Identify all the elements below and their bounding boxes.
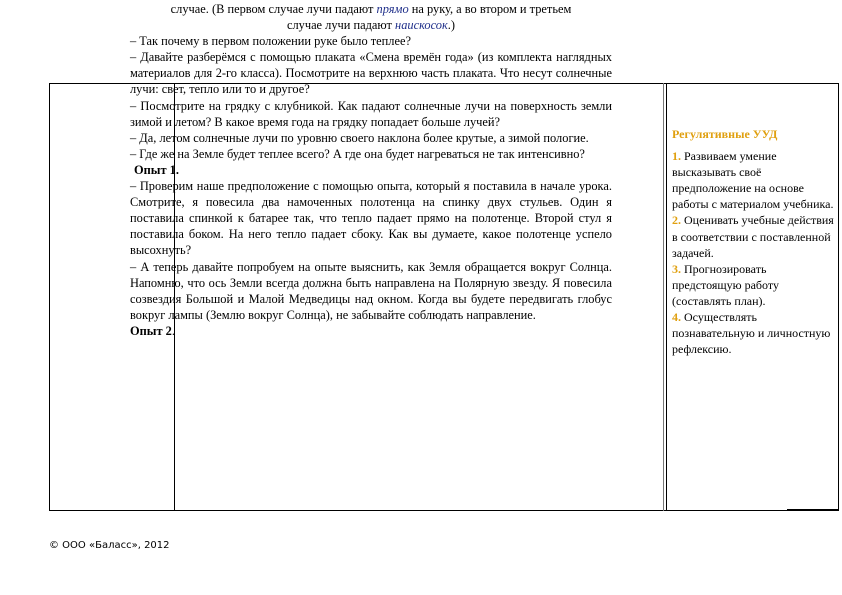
table-right-border bbox=[838, 83, 839, 511]
uud-item-text: Прогнозировать предстоящую работу (составлять план). bbox=[672, 261, 779, 308]
table-left-border bbox=[49, 83, 50, 511]
column-divider-2 bbox=[663, 83, 664, 511]
paragraph-earth-orbit: – А теперь давайте попробуем на опыте выяснить, как Земля обращается вокруг Солнца. Напомню, что ось Земли всегда должна быть направлена на Полярную звезду. Я повесила созвездия Большой и Малой Медведицы над окном. Когда вы будете передвигать глобус вокруг лампы (Землю вокруг Солнца), не забывайте соблюдать направление. bbox=[130, 259, 612, 322]
column-divider-2b bbox=[666, 83, 667, 511]
uud-item-text: Осуществлять познавательную и личностную рефлексию. bbox=[672, 310, 831, 357]
uud-item bbox=[672, 309, 834, 357]
paragraph-poster: – Давайте разберёмся с помощью плаката «Смена времён года» (из комплекта наглядных материалов для 2-го класса). Посмотрите на верхнюю часть плаката. Что несут солнечные лучи: свет, тепло или то и другое? bbox=[130, 50, 612, 97]
uud-title: Регулятивные УУД bbox=[672, 127, 778, 141]
text-span: .) bbox=[447, 18, 456, 33]
paragraph-strawberry: – Посмотрите на грядку с клубникой. Как падают солнечные лучи на поверхность земли зимой и летом? В какое время года на грядку попадает больше лучей? bbox=[130, 98, 612, 129]
experiment-2-title bbox=[130, 323, 612, 339]
uud-item-number: 2. bbox=[672, 213, 681, 228]
paragraph-check: – Проверим наше предположение с помощью опыта, который я поставила в начале урока. Смотрите, я повесила два намоченных полотенца на спинку двух стульев. Один я поставила спинкой к батарее так, что тепло падает прямо на полотенце. Второй стул я поставила боком. На него тепло падает сбоку. Как вы думаете, какое полотенце успело высохнуть? bbox=[130, 179, 612, 258]
paragraph-summer: – Да, летом солнечные лучи по уровню своего наклона более крутые, а зимой пологие. bbox=[130, 130, 589, 145]
uud-item-number: 3. bbox=[672, 261, 681, 276]
text-span: . bbox=[171, 323, 175, 338]
text-span: на руку, а во втором и третьем bbox=[408, 2, 572, 16]
paragraph-where-warmer: – Где же на Земле будет теплее всего? А где она будет нагреваться не так интенсивно? bbox=[130, 146, 585, 161]
table-bottom-border bbox=[49, 510, 839, 511]
uud-item-number: 4. bbox=[672, 310, 681, 325]
uud-item-text: Развиваем умение высказывать своё предположение на основе работы с материалом учебника. bbox=[672, 149, 834, 212]
paragraph-why-warmer: – Так почему в первом положении руке было теплее? bbox=[130, 34, 411, 49]
lesson-dialogue-column bbox=[130, 1, 612, 339]
uud-item bbox=[672, 261, 834, 309]
uud-column bbox=[672, 126, 834, 357]
emphasis-straight: прямо bbox=[376, 2, 409, 16]
uud-item-number: 1. bbox=[672, 149, 681, 164]
uud-item bbox=[672, 212, 834, 260]
paragraph-rays-case bbox=[130, 1, 612, 33]
emphasis-oblique: наискосок bbox=[395, 18, 448, 33]
text-span: случае. (В первом случае лучи падают bbox=[170, 2, 377, 16]
uud-item-text: Оценивать учебные действия в соответствии с поставленной задачей. bbox=[672, 213, 834, 260]
uud-item bbox=[672, 148, 834, 212]
footer-copyright: © ООО «Баласс», 2012 bbox=[49, 540, 170, 551]
table-bottom-border-accent bbox=[787, 509, 839, 511]
text-span: случае лучи падают bbox=[286, 18, 396, 33]
experiment-1-title: Опыт 1. bbox=[134, 162, 179, 177]
experiment-2-label: Опыт 2 bbox=[130, 323, 172, 338]
